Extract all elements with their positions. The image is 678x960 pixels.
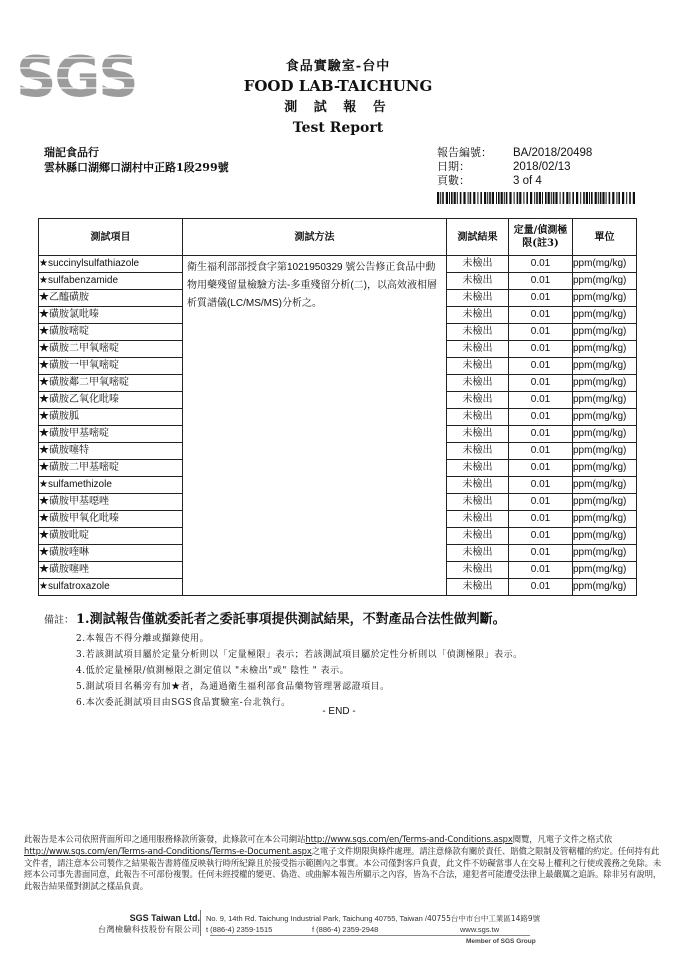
end-marker: - END - (322, 706, 356, 717)
test-item: ★succinylsulfathiazole (39, 256, 183, 273)
test-item: ★磺胺乙氧化吡嗪 (39, 392, 183, 409)
test-result: 未檢出 (447, 528, 509, 545)
test-item: ★磺胺噻特 (39, 443, 183, 460)
e-document-terms-link[interactable]: http://www.sgs.com/en/Terms-and-Conditions/Terms-e-Document.aspx (24, 845, 312, 856)
detection-limit: 0.01 (509, 511, 573, 528)
detection-limit: 0.01 (509, 477, 573, 494)
unit: ppm(mg/kg) (573, 494, 637, 511)
unit: ppm(mg/kg) (573, 375, 637, 392)
header-method: 測試方法 (183, 219, 447, 256)
detection-limit: 0.01 (509, 426, 573, 443)
test-result: 未檢出 (447, 426, 509, 443)
report-title-en: Test Report (292, 120, 384, 136)
test-item: ★sulfamethizole (39, 477, 183, 494)
detection-limit: 0.01 (509, 528, 573, 545)
header-item: 測試項目 (39, 219, 183, 256)
report-title-cn: 測 試 報 告 (284, 100, 392, 115)
table-row (39, 256, 637, 273)
test-item: ★sulfatroxazole (39, 579, 183, 596)
detection-limit: 0.01 (509, 409, 573, 426)
test-result: 未檢出 (447, 341, 509, 358)
test-method: 衛生福利部部授食字第1021950329 號公告修正食品中動物用藥殘留量檢驗方法-多重殘留分析(二)，以高效液相層析質譜儀(LC/MS/MS)分析之。 (183, 256, 447, 596)
test-result: 未檢出 (447, 579, 509, 596)
detection-limit: 0.01 (509, 358, 573, 375)
unit: ppm(mg/kg) (573, 290, 637, 307)
report-number-label: 報告編號： (437, 146, 492, 159)
note-4: 4.低於定量極限/偵測極限之測定值以 "未檢出"或" 陰性 " 表示。 (76, 666, 350, 676)
note-2: 2.本報告不得分離或擷錄使用。 (76, 634, 210, 644)
footer-divider (200, 910, 201, 936)
footer-rule (210, 935, 530, 936)
note-5: 5.測試項目名稱旁有加★者，為通過衛生福利部食品藥物管理署認證項目。 (76, 682, 390, 692)
unit: ppm(mg/kg) (573, 545, 637, 562)
address-en: No. 9, 14th Rd. Taichung Industrial Park, Taichung 40755, Taiwan / (206, 914, 427, 923)
unit: ppm(mg/kg) (573, 579, 637, 596)
detection-limit: 0.01 (509, 443, 573, 460)
test-result: 未檢出 (447, 375, 509, 392)
test-result: 未檢出 (447, 443, 509, 460)
unit: ppm(mg/kg) (573, 562, 637, 579)
test-item: ★磺胺鄰二甲氧嘧啶 (39, 375, 183, 392)
detection-limit: 0.01 (509, 341, 573, 358)
client-address: 雲林縣口湖鄉口湖村中正路1段299號 (44, 161, 229, 174)
company-address (206, 913, 540, 924)
disclaimer-part-1: 此報告是本公司依照背面所印之通用服務條款所簽發，此條款可在本公司網站 (24, 834, 306, 844)
logo-text: SGS (16, 45, 137, 110)
member-of-sgs-group: Member of SGS Group (466, 938, 536, 945)
company-name-en: SGS Taiwan Ltd. (129, 913, 200, 923)
company-name-cn: 台灣檢驗科技股份有限公司 (98, 925, 200, 934)
test-result: 未檢出 (447, 256, 509, 273)
disclaimer-part-2: 閱覽，凡電子文件之格式依 (512, 834, 612, 844)
test-item: ★磺胺二甲氧嘧啶 (39, 341, 183, 358)
test-result: 未檢出 (447, 545, 509, 562)
test-result: 未檢出 (447, 324, 509, 341)
detection-limit: 0.01 (509, 290, 573, 307)
unit: ppm(mg/kg) (573, 477, 637, 494)
header-result: 測試結果 (447, 219, 509, 256)
unit: ppm(mg/kg) (573, 256, 637, 273)
table-header-row (39, 219, 637, 256)
legal-disclaimer (24, 834, 666, 893)
test-item: ★乙醯磺胺 (39, 290, 183, 307)
detection-limit: 0.01 (509, 324, 573, 341)
test-result: 未檢出 (447, 460, 509, 477)
unit: ppm(mg/kg) (573, 273, 637, 290)
detection-limit: 0.01 (509, 460, 573, 477)
unit: ppm(mg/kg) (573, 511, 637, 528)
page-count-label: 頁數： (437, 174, 470, 187)
test-item: ★磺胺胍 (39, 409, 183, 426)
test-item: ★磺胺一甲氧嘧啶 (39, 358, 183, 375)
report-date-label: 日期： (437, 160, 470, 173)
test-result: 未檢出 (447, 392, 509, 409)
test-item: ★sulfabenzamide (39, 273, 183, 290)
test-item: ★磺胺噻唑 (39, 562, 183, 579)
terms-link[interactable]: http://www.sgs.com/en/Terms-and-Conditions.aspx (305, 834, 513, 844)
detection-limit: 0.01 (509, 545, 573, 562)
lab-name-en: FOOD LAB-TAICHUNG (243, 77, 433, 95)
unit: ppm(mg/kg) (573, 358, 637, 375)
report-meta (437, 146, 592, 188)
company-contacts (206, 924, 499, 935)
report-title-block (238, 58, 438, 138)
test-result: 未檢出 (447, 494, 509, 511)
detection-limit: 0.01 (509, 392, 573, 409)
header-unit: 單位 (573, 219, 637, 256)
unit: ppm(mg/kg) (573, 307, 637, 324)
notes-label: 備註： (44, 615, 74, 626)
unit: ppm(mg/kg) (573, 392, 637, 409)
test-item: ★磺胺吡啶 (39, 528, 183, 545)
website[interactable]: www.sgs.tw (460, 925, 500, 934)
test-item: ★磺胺甲基噁唑 (39, 494, 183, 511)
report-date: 2018/02/13 (513, 161, 571, 173)
unit: ppm(mg/kg) (573, 528, 637, 545)
sgs-logo (16, 45, 146, 110)
detection-limit: 0.01 (509, 375, 573, 392)
note-1: 1.測試報告僅就委託者之委託事項提供測試結果，不對產品合法性做判斷。 (76, 612, 506, 627)
results-table (38, 218, 637, 596)
test-item: ★磺胺甲氧化吡嗪 (39, 511, 183, 528)
detection-limit: 0.01 (509, 494, 573, 511)
test-result: 未檢出 (447, 290, 509, 307)
client-info (44, 145, 229, 175)
note-6: 6.本次委託測試項目由SGS食品實驗室-台北執行。 (76, 698, 291, 708)
detection-limit: 0.01 (509, 307, 573, 324)
unit: ppm(mg/kg) (573, 443, 637, 460)
address-cn: 40755台中市台中工業區14路9號 (426, 914, 541, 923)
lab-name-cn: 食品實驗室-台中 (285, 59, 391, 74)
detection-limit: 0.01 (509, 273, 573, 290)
test-item: ★磺胺氯吡嗪 (39, 307, 183, 324)
unit: ppm(mg/kg) (573, 426, 637, 443)
test-result: 未檢出 (447, 358, 509, 375)
test-item: ★磺胺甲基嘧啶 (39, 426, 183, 443)
test-item: ★磺胺喹啉 (39, 545, 183, 562)
note-3: 3.若該測試項目屬於定量分析則以「定量極限」表示；若該測試項目屬於定性分析則以「偵測極限」表示。 (76, 650, 523, 660)
test-item: ★磺胺二甲基嘧啶 (39, 460, 183, 477)
logo-stripes (16, 45, 146, 110)
disclaimer-part-3: 之電子文件期限與條件處理。請注意條款有關於責任、賠償之限制及管轄權的約定。任何持有此文件者，請注意本公司製作之結果報告書將僅反映執行時所紀錄且於接受指示範圍內之事實。本公司僅對客戶負責，此文件不妨礙當事人在交易上權利之行使或義務之免除。未經本公司事先書面同意，此報告不可部份複製。任何未經授權的變更、偽造、或曲解本報告所顯示之內容，皆為不合法，違犯者可能遭受法律上最嚴厲之追訴。除非另有說明，此報告結果僅對測試之樣品負責。 (24, 845, 662, 892)
phone-number: t (886-4) 2359-1515 (206, 925, 273, 934)
barcode (437, 192, 635, 204)
test-result: 未檢出 (447, 307, 509, 324)
unit: ppm(mg/kg) (573, 341, 637, 358)
page-count: 3 of 4 (513, 175, 542, 187)
test-result: 未檢出 (447, 477, 509, 494)
test-result: 未檢出 (447, 273, 509, 290)
unit: ppm(mg/kg) (573, 409, 637, 426)
company-block (82, 912, 200, 936)
fax-number: f (886-4) 2359-2948 (312, 925, 379, 934)
report-number: BA/2018/20498 (513, 147, 593, 159)
test-result: 未檢出 (447, 562, 509, 579)
notes-section (44, 610, 644, 711)
detection-limit: 0.01 (509, 562, 573, 579)
client-name: 瑞記食品行 (44, 146, 99, 159)
test-result: 未檢出 (447, 511, 509, 528)
header-limit: 定量/偵測極限(註3) (509, 219, 573, 256)
test-item: ★磺胺嘧啶 (39, 324, 183, 341)
detection-limit: 0.01 (509, 256, 573, 273)
detection-limit: 0.01 (509, 579, 573, 596)
test-result: 未檢出 (447, 409, 509, 426)
unit: ppm(mg/kg) (573, 460, 637, 477)
unit: ppm(mg/kg) (573, 324, 637, 341)
